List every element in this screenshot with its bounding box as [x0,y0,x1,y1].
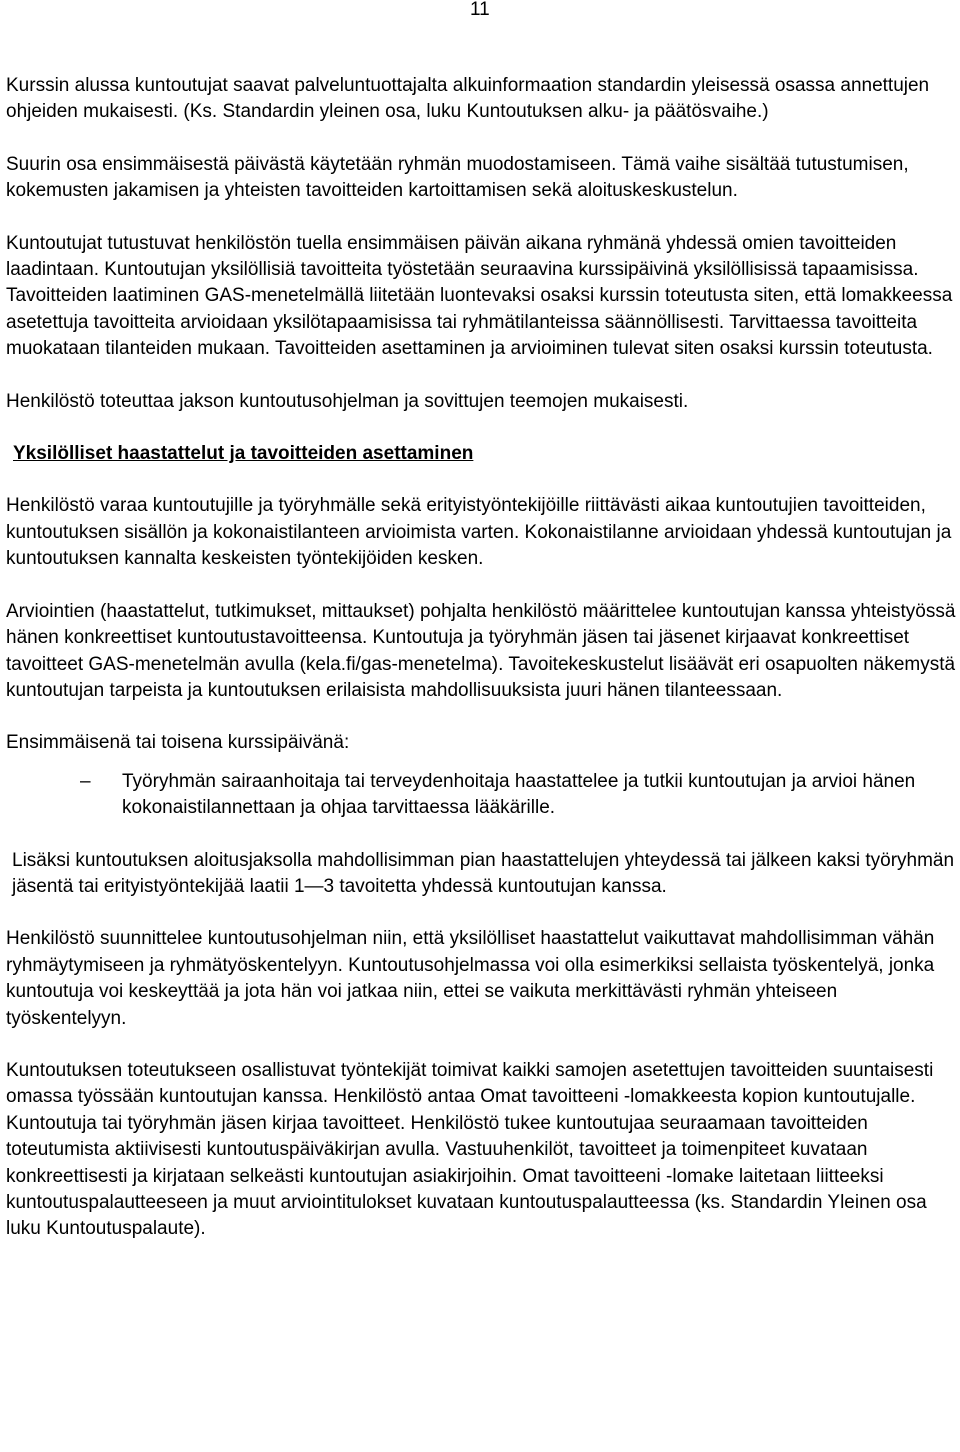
page-number: 11 [470,0,490,20]
paragraph-first-day: Ensimmäisenä tai toisena kurssipäivänä: [6,732,350,754]
paragraph-program: Henkilöstö toteuttaa jakson kuntoutusohjelman ja sovittujen teemojen mukaisesti. [6,390,689,412]
paragraph-goal-setting: Kuntoutujat tutustuvat henkilöstön tuella ensimmäisen päivän aikana ryhmänä yhdessä omien tavoitteiden laadintaan. Kuntoutujan yksilöllisiä tavoitteita työstetään seuraavina kurssipäivinä yksilöllisissä tapaamisissa. Tavoitteiden laatiminen GAS-menetelmällä liitetään luontevaksi osaksi kurssin toteutusta siten, että lomakkeessa asetettuja tavoitteita arvioidaan yksilötapaamisissa tai ryhmätilanteissa säännöllisesti. Tarvittaessa tavoitteita muokataan tilanteiden mukaan. Tavoitteiden asettaminen ja arvioiminen tulevat siten osaksi kurssin toteutusta. [6,232,953,360]
section-heading: Yksilölliset haastattelut ja tavoitteiden asettaminen [13,443,474,465]
paragraph-additional-goals: Lisäksi kuntoutuksen aloitusjaksolla mahdollisimman pian haastattelujen yhteydessä tai jälkeen kaksi työryhmän jäsentä tai erityistyöntekijää laatii 1—3 tavoitetta yhdessä kuntoutujan kanssa. [12,849,955,897]
paragraph-group-formation: Suurin osa ensimmäisestä päivästä käytetään ryhmän muodostamiseen. Tämä vaihe sisältää tutustumisen, kokemusten jakamisen ja yhteisten tavoitteiden kartoittamisen sekä aloituskeskustelun. [6,153,909,202]
paragraph-staff-time: Henkilöstö varaa kuntoutujille ja työryhmälle sekä erityistyöntekijöille riittävästi aikaa kuntoutujien tavoitteiden, kuntoutuksen sisällön ja kokonaistilanteen arvioimista varten. Kokonaistilanne arvioidaan yhdessä kuntoutujan ja kuntoutuksen kannalta keskeisten työntekijöiden kesken. [6,495,952,570]
document-body [6,73,958,1243]
bullet-item [6,757,958,828]
paragraph-assessments: Arviointien (haastattelut, tutkimukset, mittaukset) pohjalta henkilöstö määrittelee kuntoutujan kanssa yhteistyössä hänen konkreettiset kuntoutustavoitteensa. Kuntoutuja ja työryhmän jäsen tai jäsenet kirjaavat konkreettiset tavoitteet GAS-menetelmän avulla (kela.fi/gas-menetelma). Tavoitekeskustelut lisäävät eri osapuolten näkemystä kuntoutujan tarpeista ja kuntoutuksen erilaisista mahdollisuuksista juuri hänen tilanteessaan. [6,600,956,701]
paragraph-implementation: Kuntoutuksen toteutukseen osallistuvat työntekijät toimivat kaikki samojen asetettujen tavoitteiden suuntaisesti omassa työssään kuntoutujan kanssa. Henkilöstö antaa Omat tavoitteeni -lomakkeesta kopion kuntoutujalle. Kuntoutuja tai työryhmän jäsen kirjaa tavoitteet. Henkilöstö tukee kuntoutujaa seuraamaan tavoitteiden toteutumista aktiivisesti kuntoutuspäiväkirjan avulla. Vastuuhenkilöt, tavoitteet ja toimenpiteet kuvataan konkreettisesti ja kirjataan selkeästi kuntoutujan asiakirjoihin. Omat tavoitteeni -lomake laitetaan liitteeksi kuntoutuspalautteeseen ja muut arviointitulokset kuvataan kuntoutuspalautteessa (ks. Standardin Yleinen osa luku Kuntoutuspalaute). [6,1059,934,1240]
paragraph-course-start: Kurssin alussa kuntoutujat saavat palveluntuottajalta alkuinformaation standardin yleisessä osassa annettujen ohjeiden mukaisesti. (Ks. Standardin yleinen osa, luku Kuntoutuksen alku- ja päätösvaihe.) [6,75,930,123]
bullet-text: Työryhmän sairaanhoitaja tai terveydenhoitaja haastattelee ja tutkii kuntoutujan ja arvioi hänen kokonaistilannettaan ja ohjaa tarvittaessa lääkärille. [122,770,916,819]
bullet-dash: – [80,770,91,792]
paragraph-program-planning: Henkilöstö suunnittelee kuntoutusohjelman niin, että yksilölliset haastattelut vaikuttavat mahdollisimman vähän ryhmäytymiseen ja ryhmätyöskentelyyn. Kuntoutusohjelmassa voi olla esimerkiksi sellaista työskentelyä, jonka kuntoutuja voi keskeyttää ja jota hän voi jatkaa niin, ettei se vaikuta merkittävästi ryhmän yhteiseen työskentelyyn. [6,928,935,1029]
